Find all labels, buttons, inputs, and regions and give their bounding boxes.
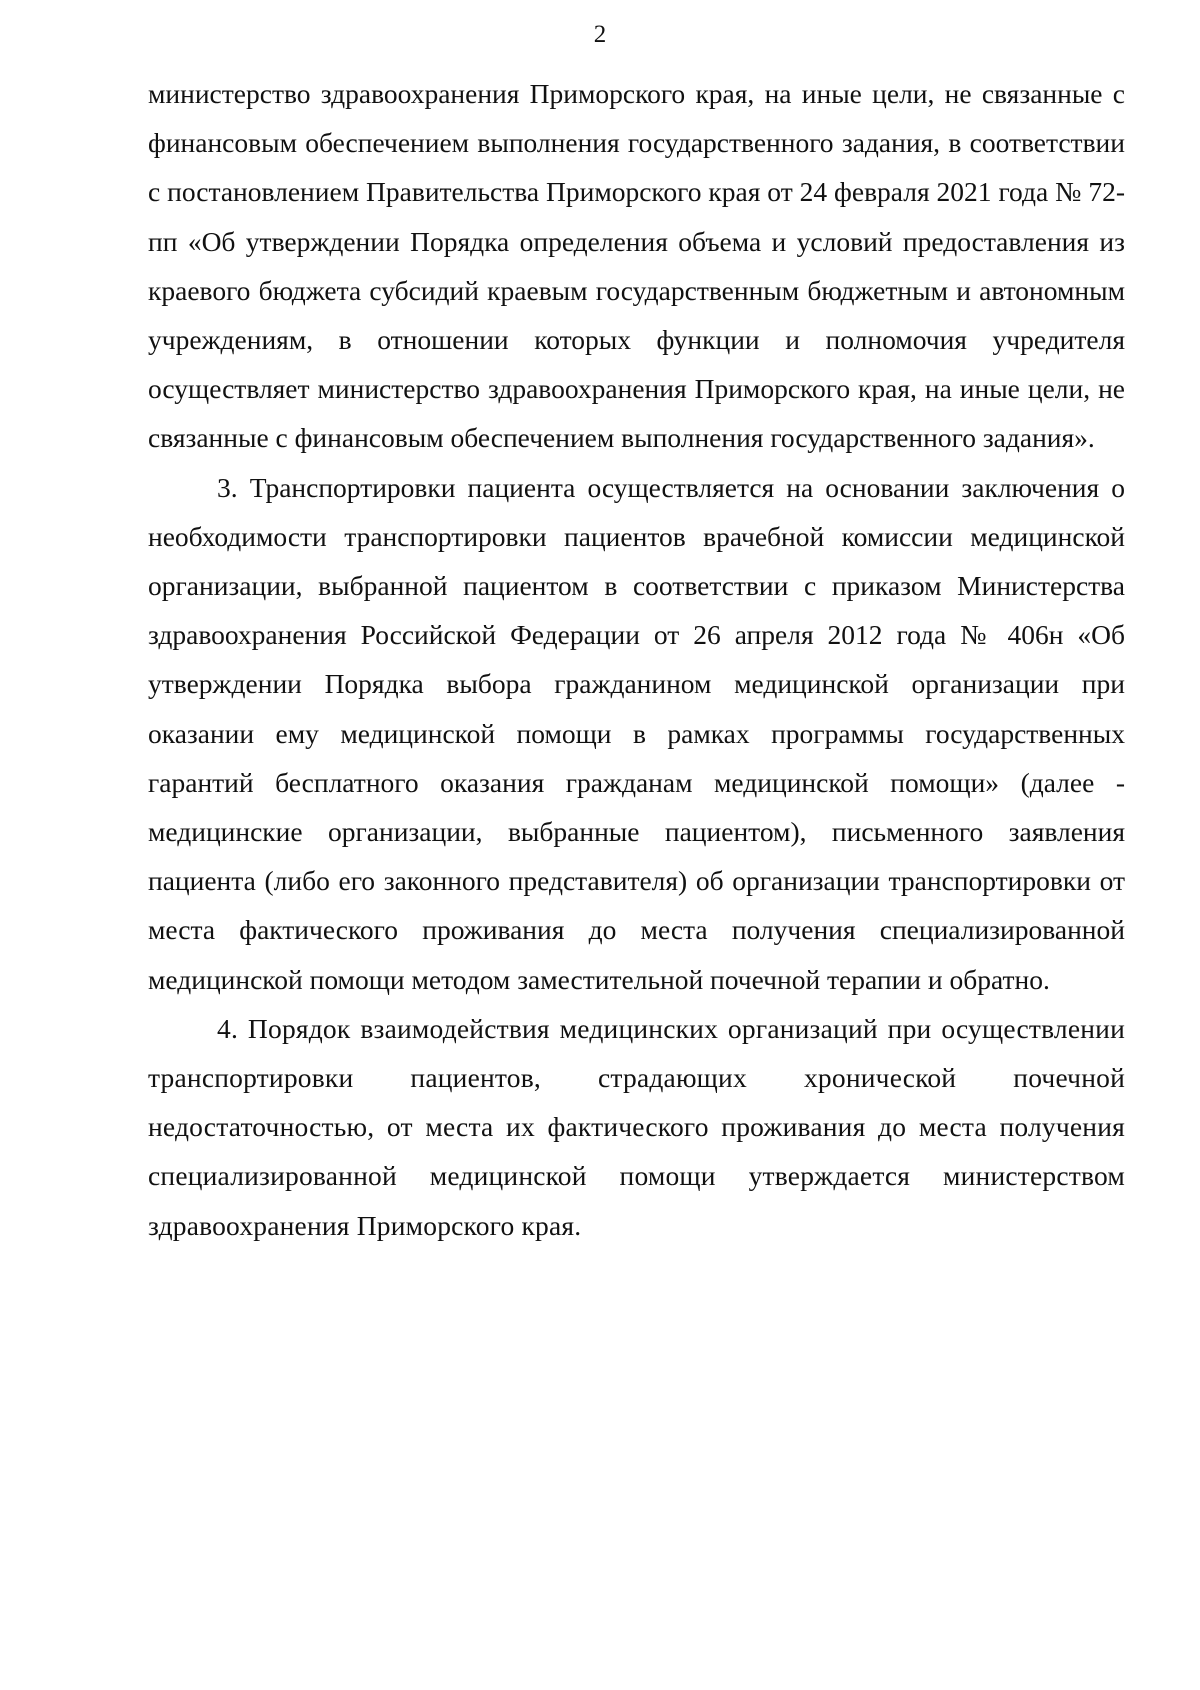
paragraph-3: 3. Транспортировки пациента осуществляется на основании заключения о необходимости транспортировки пациентов врачебной комиссии медицинской организации, выбранной пациентом в соответствии с приказом Министерства здравоохранения Российской Федерации от 26 апреля 2012 года № 406н «Об утверждении Порядка выбора гражданином медицинской организации при оказании ему медицинской помощи в рамках программы государственных гарантий бесплатного оказания гражданам медицинской помощи» (далее - медицинские организации, выбранные пациентом), письменного заявления пациента (либо его законного представителя) об организации транспортировки от места фактического проживания до места получения специализированной медицинской помощи методом заместительной почечной терапии и обратно. (148, 471, 1125, 995)
paragraph-4: 4. Порядок взаимодействия медицинских организаций при осуществлении транспортировки пациентов, страдающих хронической почечной недостаточностью, от места их фактического проживания до места получения специализированной медицинской помощи утверждается министерством здравоохранения Приморского края. (148, 1012, 1125, 1241)
document-body (148, 69, 1125, 1250)
paragraph-continuation: министерство здравоохранения Приморского края, на иные цели, не связанные с финансовым обеспечением выполнения государственного задания, в соответствии с постановлением Правительства Приморского края от 24 февраля 2021 года № 72-пп «Об утверждении Порядка определения объема и условий предоставления из краевого бюджета субсидий краевым государственным бюджетным и автономным учреждениям, в отношении которых функции и полномочия учредителя осуществляет министерство здравоохранения Приморского края, на иные цели, не связанные с финансовым обеспечением выполнения государственного задания». (148, 78, 1125, 454)
page-number: 2 (593, 21, 607, 48)
